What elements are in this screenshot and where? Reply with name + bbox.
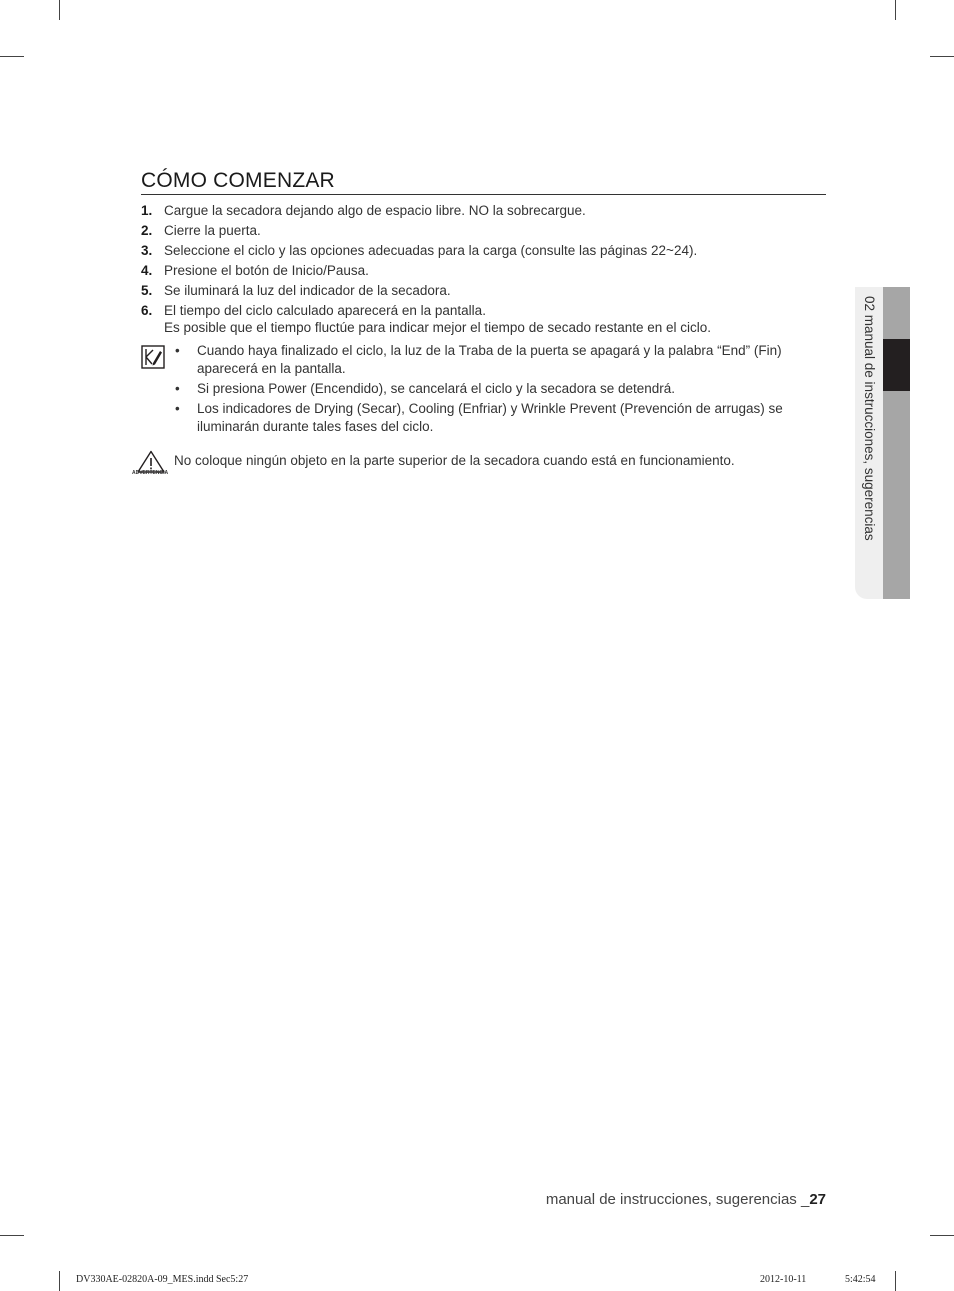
step-item bbox=[141, 281, 831, 301]
section-title: CÓMO COMENZAR bbox=[141, 169, 335, 192]
note-item bbox=[175, 380, 815, 398]
step-subtext: Es posible que el tiempo fluctúe para indicar mejor el tiempo de secado restante en el ciclo. bbox=[164, 320, 712, 335]
warning-text: No coloque ningún objeto en la parte superior de la secadora cuando está en funcionamiento. bbox=[174, 453, 735, 468]
crop-mark-top-right-h bbox=[930, 56, 954, 57]
step-number: 5. bbox=[141, 283, 153, 298]
step-text: Cargue la secadora dejando algo de espacio libre. NO la sobrecargue. bbox=[164, 203, 586, 218]
steps-list bbox=[141, 201, 831, 337]
slug-file: DV330AE-02820A-09_MES.indd Sec5:27 bbox=[76, 1274, 249, 1285]
step-item bbox=[141, 241, 831, 261]
note-text: Los indicadores de Drying (Secar), Cooling (Enfriar) y Wrinkle Prevent (Prevención de arrugas) se iluminarán durante tales fases del ciclo. bbox=[197, 401, 783, 434]
slug-date: 2012-10-11 bbox=[760, 1274, 807, 1285]
warning-label: ADVERTENCIA bbox=[132, 470, 169, 476]
step-number: 3. bbox=[141, 243, 153, 258]
title-underline bbox=[141, 194, 826, 195]
step-number: 4. bbox=[141, 263, 153, 278]
bullet: • bbox=[175, 401, 180, 416]
notes-list bbox=[175, 342, 815, 438]
step-text: El tiempo del ciclo calculado aparecerá en la pantalla. bbox=[164, 303, 486, 318]
bullet: • bbox=[175, 381, 180, 396]
note-text: Si presiona Power (Encendido), se cancelará el ciclo y la secadora se detendrá. bbox=[197, 381, 676, 396]
crop-mark-top-left-v bbox=[59, 0, 60, 20]
crop-mark-bottom-left-h bbox=[0, 1235, 24, 1236]
step-item bbox=[141, 221, 831, 241]
crop-mark-top-right-v bbox=[895, 0, 896, 20]
step-text: Cierre la puerta. bbox=[164, 223, 261, 238]
bullet: • bbox=[175, 343, 180, 358]
step-item bbox=[141, 201, 831, 221]
slug-time: 5:42:54 bbox=[845, 1274, 876, 1285]
crop-mark-bottom-right-h bbox=[930, 1235, 954, 1236]
step-number: 1. bbox=[141, 203, 153, 218]
note-text: Cuando haya finalizado el ciclo, la luz de la Traba de la puerta se apagará y la palabra “End” (Fin) aparecerá en la pantalla. bbox=[197, 343, 782, 376]
page-footer bbox=[546, 1191, 826, 1208]
step-text: Presione el botón de Inicio/Pausa. bbox=[164, 263, 369, 278]
note-item bbox=[175, 342, 815, 378]
step-item bbox=[141, 301, 831, 337]
step-text: Seleccione el ciclo y las opciones adecuadas para la carga (consulte las páginas 22~24). bbox=[164, 243, 698, 258]
step-number: 6. bbox=[141, 303, 153, 318]
page-number: 27 bbox=[809, 1191, 826, 1208]
crop-mark-bottom-right-v bbox=[895, 1271, 896, 1291]
step-item bbox=[141, 261, 831, 281]
chapter-tab-label: 02 manual de instrucciones, sugerencias bbox=[862, 296, 877, 541]
note-item bbox=[175, 400, 815, 436]
step-number: 2. bbox=[141, 223, 153, 238]
note-pencil-icon bbox=[141, 345, 165, 369]
step-text: Se iluminará la luz del indicador de la secadora. bbox=[164, 283, 451, 298]
chapter-marker bbox=[883, 339, 910, 391]
crop-mark-bottom-left-v bbox=[59, 1271, 60, 1291]
footer-text: manual de instrucciones, sugerencias _ bbox=[545, 1191, 810, 1208]
crop-mark-top-left-h bbox=[0, 56, 24, 57]
